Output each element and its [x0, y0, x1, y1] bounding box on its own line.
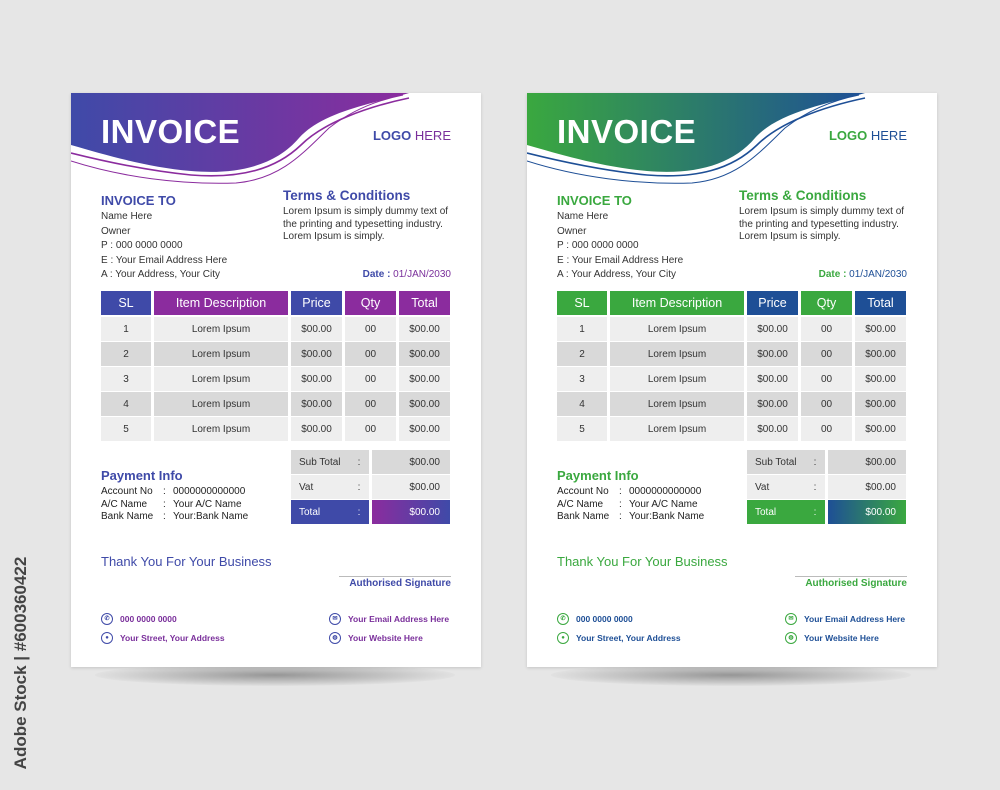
- table-cell: $00.00: [399, 367, 450, 391]
- table-cell: $00.00: [291, 392, 342, 416]
- table-header-0: SL: [101, 291, 151, 315]
- payment-key: Account No: [557, 486, 609, 497]
- logo-placeholder: [829, 128, 907, 143]
- table-cell: 00: [345, 392, 396, 416]
- thank-you-text: Thank You For Your Business: [557, 554, 728, 569]
- table-cell: $00.00: [747, 417, 798, 441]
- payment-row: [101, 511, 248, 522]
- contact-text: Your Website Here: [348, 633, 423, 643]
- logo-placeholder: [373, 128, 451, 143]
- payment-key: A/C Name: [557, 498, 604, 510]
- contact-text: Your Street, Your Address: [576, 633, 681, 643]
- contact-phone: [101, 613, 177, 625]
- terms-text: Lorem Ipsum is simply dummy text of the printing and typesetting industry. Lorem Ipsum is simply.: [283, 206, 449, 242]
- payment-key: Account No: [101, 486, 153, 497]
- table-cell: $00.00: [855, 342, 906, 366]
- table-cell: $00.00: [855, 367, 906, 391]
- invoice-to-line: Name Here: [101, 211, 153, 222]
- terms-title: Terms & Conditions: [739, 188, 867, 203]
- invoice-page-green: [527, 93, 937, 667]
- invoice-to-line: A : Your Address, Your City: [101, 269, 220, 280]
- invoice-to-line: P : 000 0000 0000: [557, 240, 639, 251]
- contact-text: Your Website Here: [804, 633, 879, 643]
- table-cell: Lorem Ipsum: [610, 392, 744, 416]
- table-cell: $00.00: [399, 342, 450, 366]
- table-cell: 5: [101, 417, 151, 441]
- invoice-page-purple: [71, 93, 481, 667]
- payment-row: [101, 486, 245, 497]
- table-cell: 00: [801, 317, 852, 341]
- table-cell: Lorem Ipsum: [610, 367, 744, 391]
- totals-label: Sub Total: [291, 450, 349, 474]
- payment-key: A/C Name: [101, 498, 148, 510]
- contact-address: [101, 632, 225, 644]
- table-header-3: Qty: [801, 291, 852, 315]
- invoice-to-line: P : 000 0000 0000: [101, 240, 183, 251]
- payment-value: Your A/C Name: [629, 498, 698, 510]
- location-pin-icon: ●: [557, 632, 569, 644]
- payment-value: 0000000000000: [629, 486, 702, 497]
- table-cell: Lorem Ipsum: [154, 367, 288, 391]
- table-cell: 00: [345, 417, 396, 441]
- invoice-to-title: INVOICE TO: [101, 193, 176, 208]
- contact-phone: [557, 613, 633, 625]
- table-cell: $00.00: [747, 342, 798, 366]
- table-header-3: Qty: [345, 291, 396, 315]
- table-cell: $00.00: [855, 417, 906, 441]
- authorised-signature: Authorised Signature: [349, 578, 451, 589]
- table-cell: 5: [557, 417, 607, 441]
- payment-colon: :: [619, 486, 622, 497]
- invoice-title: INVOICE: [557, 113, 697, 150]
- table-cell: $00.00: [291, 317, 342, 341]
- table-cell: $00.00: [747, 392, 798, 416]
- invoice-to-line: E : Your Email Address Here: [101, 254, 228, 266]
- table-cell: $00.00: [747, 367, 798, 391]
- table-cell: Lorem Ipsum: [154, 342, 288, 366]
- table-cell: 1: [557, 317, 607, 341]
- logo-bold: LOGO: [828, 128, 868, 143]
- payment-info-title: Payment Info: [557, 468, 639, 483]
- table-cell: Lorem Ipsum: [610, 317, 744, 341]
- logo-rest: HERE: [411, 128, 451, 143]
- date-label: Date :: [362, 269, 394, 280]
- signature-line: [339, 576, 451, 577]
- totals-colon: :: [805, 475, 825, 499]
- invoice-date: [363, 269, 451, 280]
- table-cell: 00: [345, 367, 396, 391]
- table-cell: 3: [557, 367, 607, 391]
- totals-value: $00.00: [372, 475, 450, 499]
- table-cell: Lorem Ipsum: [154, 417, 288, 441]
- table-cell: $00.00: [291, 342, 342, 366]
- table-cell: Lorem Ipsum: [154, 317, 288, 341]
- payment-info-title: Payment Info: [101, 468, 183, 483]
- date-value: 01/JAN/2030: [849, 269, 907, 280]
- email-icon: ✉: [329, 613, 341, 625]
- payment-key: Bank Name: [101, 511, 154, 522]
- table-cell: 00: [801, 392, 852, 416]
- totals-label: Sub Total: [747, 450, 805, 474]
- email-icon: ✉: [785, 613, 797, 625]
- table-header-4: Total: [399, 291, 450, 315]
- table-cell: $00.00: [399, 317, 450, 341]
- table-cell: $00.00: [291, 417, 342, 441]
- globe-icon: ◍: [785, 632, 797, 644]
- totals-label: Total: [747, 500, 805, 524]
- phone-icon: ✆: [557, 613, 569, 625]
- stock-credit: Adobe Stock | #600360422: [11, 556, 30, 770]
- table-cell: $00.00: [747, 317, 798, 341]
- location-pin-icon: ●: [101, 632, 113, 644]
- table-cell: Lorem Ipsum: [610, 417, 744, 441]
- totals-value: $00.00: [372, 500, 450, 524]
- totals-colon: :: [805, 500, 825, 524]
- table-header-4: Total: [855, 291, 906, 315]
- payment-row: [101, 499, 242, 510]
- contact-website: [329, 632, 423, 644]
- date-label: Date :: [818, 269, 850, 280]
- totals-colon: :: [349, 475, 369, 499]
- table-cell: Lorem Ipsum: [154, 392, 288, 416]
- payment-value: Your:Bank Name: [173, 511, 249, 522]
- table-header-1: Item Description: [154, 291, 288, 315]
- invoice-to-line: A : Your Address, Your City: [557, 269, 676, 280]
- invoice-to-title: INVOICE TO: [557, 193, 632, 208]
- totals-colon: :: [349, 450, 369, 474]
- totals-label: Vat: [291, 475, 349, 499]
- table-header-2: Price: [747, 291, 798, 315]
- totals-colon: :: [349, 500, 369, 524]
- table-cell: 00: [801, 367, 852, 391]
- logo-rest: HERE: [867, 128, 907, 143]
- payment-colon: :: [163, 511, 166, 522]
- table-cell: 00: [801, 417, 852, 441]
- invoice-to-line: Owner: [557, 225, 587, 237]
- invoice-to-line: E : Your Email Address Here: [557, 254, 684, 266]
- contact-text: Your Email Address Here: [804, 614, 906, 624]
- totals-value: $00.00: [828, 450, 906, 474]
- table-cell: 00: [345, 317, 396, 341]
- payment-row: [557, 499, 698, 510]
- table-header-1: Item Description: [610, 291, 744, 315]
- table-cell: 2: [557, 342, 607, 366]
- table-header-0: SL: [557, 291, 607, 315]
- table-cell: 1: [101, 317, 151, 341]
- table-cell: 4: [101, 392, 151, 416]
- contact-website: [785, 632, 879, 644]
- totals-colon: :: [805, 450, 825, 474]
- contact-text: 000 0000 0000: [120, 614, 177, 624]
- table-cell: $00.00: [855, 317, 906, 341]
- totals-label: Total: [291, 500, 349, 524]
- totals-value: $00.00: [372, 450, 450, 474]
- globe-icon: ◍: [329, 632, 341, 644]
- table-cell: 00: [345, 342, 396, 366]
- thank-you-text: Thank You For Your Business: [101, 554, 272, 569]
- logo-bold: LOGO: [372, 128, 412, 143]
- phone-icon: ✆: [101, 613, 113, 625]
- contact-address: [557, 632, 681, 644]
- payment-colon: :: [163, 486, 166, 497]
- invoice-title: INVOICE: [101, 113, 241, 150]
- page-shadow-left: [95, 664, 455, 686]
- totals-value: $00.00: [828, 500, 906, 524]
- table-cell: 2: [101, 342, 151, 366]
- table-cell: 3: [101, 367, 151, 391]
- page-shadow-right: [551, 664, 911, 686]
- payment-colon: :: [163, 498, 166, 510]
- terms-title: Terms & Conditions: [283, 188, 411, 203]
- totals-value: $00.00: [828, 475, 906, 499]
- payment-row: [557, 511, 704, 522]
- invoice-to-line: Name Here: [557, 211, 609, 222]
- table-cell: $00.00: [291, 367, 342, 391]
- payment-row: [557, 486, 701, 497]
- invoice-date: [819, 269, 907, 280]
- contact-email: [785, 613, 905, 625]
- payment-value: Your:Bank Name: [629, 511, 705, 522]
- contact-text: Your Street, Your Address: [120, 633, 225, 643]
- contact-email: [329, 613, 449, 625]
- totals-label: Vat: [747, 475, 805, 499]
- table-cell: 4: [557, 392, 607, 416]
- payment-key: Bank Name: [557, 511, 610, 522]
- contact-text: 000 0000 0000: [576, 614, 633, 624]
- authorised-signature: Authorised Signature: [805, 578, 907, 589]
- table-cell: Lorem Ipsum: [610, 342, 744, 366]
- table-cell: $00.00: [399, 417, 450, 441]
- payment-colon: :: [619, 511, 622, 522]
- table-cell: 00: [801, 342, 852, 366]
- contact-text: Your Email Address Here: [348, 614, 450, 624]
- payment-colon: :: [619, 498, 622, 510]
- table-cell: $00.00: [399, 392, 450, 416]
- date-value: 01/JAN/2030: [393, 269, 451, 280]
- terms-text: Lorem Ipsum is simply dummy text of the printing and typesetting industry. Lorem Ipsum is simply.: [739, 206, 905, 242]
- payment-value: 0000000000000: [173, 486, 246, 497]
- table-header-2: Price: [291, 291, 342, 315]
- payment-value: Your A/C Name: [173, 498, 242, 510]
- invoice-to-line: Owner: [101, 225, 131, 237]
- signature-line: [795, 576, 907, 577]
- table-cell: $00.00: [855, 392, 906, 416]
